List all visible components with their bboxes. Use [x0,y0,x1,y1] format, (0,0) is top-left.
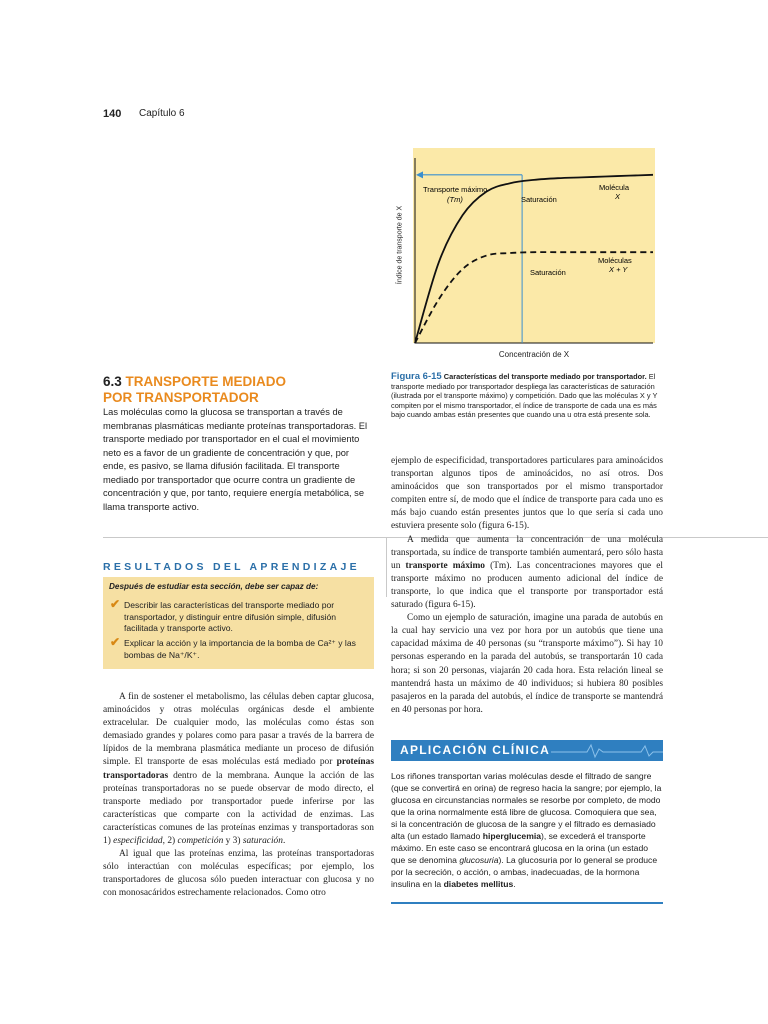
chart-xlabel: Concentración de X [498,350,570,359]
divider-vertical [386,537,387,597]
chart-svg [413,148,655,343]
text-run: y 3) [223,836,243,847]
chart-ylabel: Índice de transporte de X [396,205,404,285]
section-title-line2: POR TRANSPORTADOR [103,390,259,405]
paragraph: Como un ejemplo de saturación, imagine una parada de autobús en la cual hay servicio una vez por hora por un autobús que tiene una capacidad máxima de 40 personas (su “transporte máximo”). Si hay 10 personas esperando en la parada del autobús, se transportarán 10 cada hora; si son 20 personas, viajarán 20 cada hora. Esta relación lineal se mantendrá hasta un máximo de 40 individuos; si hubiera 80 posibles pasajeros en la parada del autobús, el índice de transporte se mantendrá en 40 personas por hora. [391,613,663,715]
text-run: . [513,879,516,889]
section-intro: Las moléculas como la glucosa se transportan a través de membranas plasmáticas mediante proteínas transportadoras. El transporte mediado por transportador en el cual el movimiento neto es a favor de un gradiente de concentración y que, por ende, es pasivo, se llama difusión facilitada. El transporte mediado por transportador que ocurre contra un gradiente de concentración y que, por tanto, requiere energía metabólica, se llama transporte activo. [103,407,368,512]
check-icon: ✔ [110,635,121,649]
text-run: ). La glucosuria por lo general se produce por la secreción, o acción, o ambas, inadecuadas, de la hormona insulina en la [391,855,658,889]
outcome-item [110,635,372,664]
figure-title: Características del transporte mediado por transportador. [443,372,647,381]
paragraph: ejemplo de especificidad, transportadores particulares para aminoácidos transportan algunos tipos de aminoácidos, no así otros. Dos aminoácidos que son transportados por el mismo transportador compiten entre sí, de modo que el índice de transporte para cada uno es más bajo cuando están presentes juntos que lo que sería si cada uno estuviera presente solo (figura 6-15). [391,456,663,532]
text-run: (Tm). Las concentraciones mayores que el transporte máximo no producen aumento adicional del índice de transporte, lo que indica que el transporte por transportador está saturado (figura 6-15). [391,560,664,611]
chart-ylabel-wrap [385,175,415,315]
body-right [391,455,663,717]
label-molecules-xy-line1: Moléculas [598,256,632,265]
section-number: 6.3 [103,374,122,389]
outcomes-lead: Después de estudiar esta sección, debe ser capaz de: [109,582,319,591]
paragraph: Al igual que las proteínas enzima, las proteínas transportadoras sólo interactúan con moléculas específicas; por ejemplo, los transportadores de glucosa sólo pueden interactuar con glucosa y no con monosacáridos estrechamente relacionados. Como otro [103,849,374,899]
label-molecules-xy-line2: X + Y [609,265,628,274]
section-title-line1: TRANSPORTE MEDIADO [125,374,287,389]
term-bold: diabetes mellitus [443,879,514,889]
figure-caption [391,372,663,420]
term-bold: hiperglucemia [482,831,541,841]
text-run: A medida que aumenta la concentración de una molécula transportada, su índice de transporte también aumentará, pero sólo hasta un [391,534,663,571]
term-italic: especificidad [113,836,163,847]
outcomes-heading: RESULTADOS DEL APRENDIZAJE [103,561,360,573]
text-run: , 2) [162,836,178,847]
label-tm-line2: (Tm) [447,195,463,204]
figure-chart [413,148,655,343]
label-saturation-top: Saturación [521,195,557,204]
paragraph [391,534,663,613]
text-run: . [282,836,286,847]
term-bold: proteínas transportadoras [103,757,374,781]
tm-arrow-head-icon [416,171,423,178]
term-italic: saturación [242,836,283,847]
paragraph [103,691,374,848]
text-run: A fin de sostener el metabolismo, las células deben captar glucosa, aminoácidos y otras moléculas orgánicas desde el ambiente extracelular. De cualquier modo, las moléculas como éstas son demasiado grandes y polares como para pasar a través de la barrera de lípidos de la membrana plasmática mediante un proceso de difusión simple. El transporte de esas moléculas está mediado por [103,692,374,768]
label-tm-line1: Transporte máximo [423,185,488,194]
chapter-label: Capítulo 6 [139,108,185,119]
term-bold: transporte máximo [405,560,485,571]
label-saturation-bottom: Saturación [530,268,566,277]
clinical-bottom-rule [391,902,663,904]
text-run: dentro de la membrana. Aunque la acción de las proteínas transportadoras no se puede observar de modo directo, el transporte mediado por transportador puede inferirse por las características que comparte con la actividad de enzimas. Las características comunes de las proteínas enzimas y transportadoras son 1) [103,770,374,847]
label-molecule-x-line2: X [615,192,621,201]
outcome-text: Explicar la acción y la importancia de la bomba de Ca²⁺ y las bombas de Na⁺/K⁺. [124,638,356,660]
page-number: 140 [103,108,122,120]
clinical-text [391,770,663,890]
body-left [103,691,374,901]
section-title [103,374,373,406]
text-run: Los riñones transportan varias moléculas desde el filtrado de sangre (que se convertirá en orina) de regreso hacia la sangre; por ejemplo, la glucosa en circunstancias normales se resorbe por completo, de modo que la orina normalmente está libre de glucosa. Comoquiera que sea, si la concentración de glucosa de la sangre y el filtrado es demasiado alta (un estado llamado [391,771,662,841]
figure-number: Figura 6-15 [391,371,442,382]
figure-caption-text: El transporte mediado por transportador despliega las características de saturación (ilustrada por el transporte máximo) y competición. Dado que las moléculas X y Y compiten por el mismo transportador, el índice de transporte de cada una es más bajo cuando ambas están presentes que cuando una u otra está presente sola. [391,372,658,420]
label-molecule-x-line1: Molécula [599,183,630,192]
outcome-text: Describir las características del transporte mediado por transportador, y distinguir entre difusión simple, difusión facilitada y transporte activo. [124,600,337,633]
term-italic: competición [177,836,224,847]
term-italic: glucosuria [459,855,499,865]
check-icon: ✔ [110,597,121,611]
outcome-item [110,597,372,636]
clinical-heading: APLICACIÓN CLÍNICA [400,743,551,757]
text-run: ), se excederá el transporte máximo. En este caso se encontrará glucosa en la orina (un estado que se denomina [391,831,649,865]
